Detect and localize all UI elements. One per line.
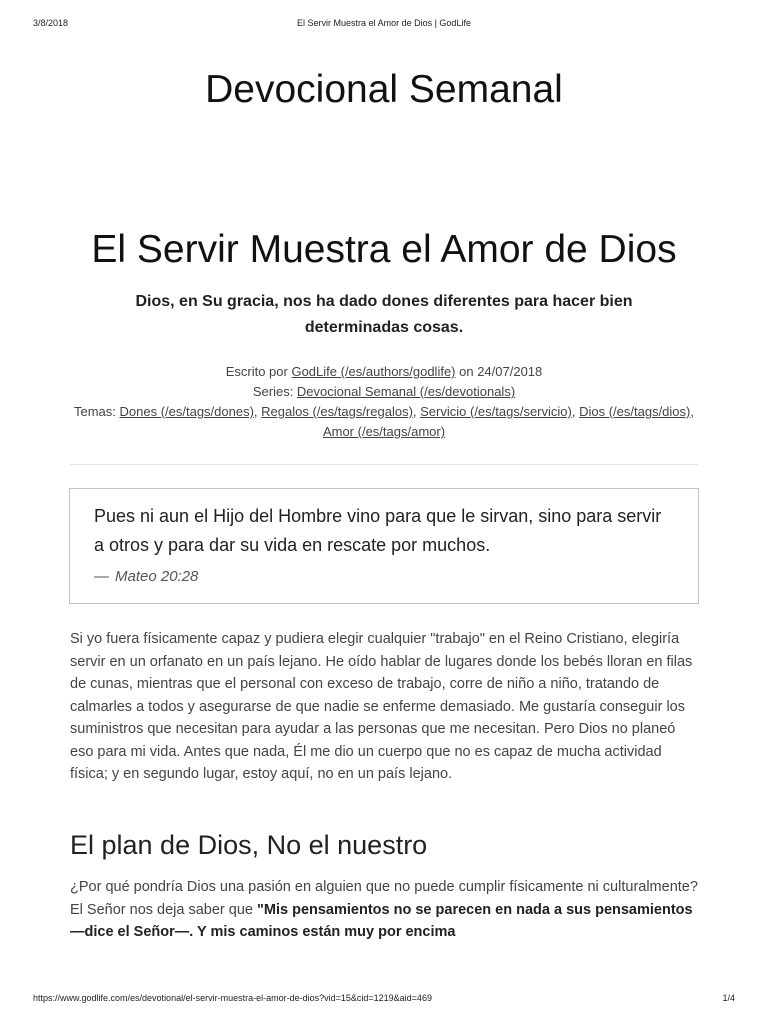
citation-reference: Mateo 20:28 <box>115 568 199 585</box>
topics-label: Temas: <box>74 404 120 419</box>
print-footer <box>33 993 735 1007</box>
topic-link-regalos[interactable]: Regalos (/es/tags/regalos) <box>261 404 413 419</box>
citation-dash: — <box>94 568 109 585</box>
topic-link-dios[interactable]: Dios (/es/tags/dios) <box>579 404 691 419</box>
page-number: 1/4 <box>722 993 735 1003</box>
quote-text: Pues ni aun el Hijo del Hombre vino para que le sirvan, sino para servir a otros y para dar su vida en rescate por muchos. <box>94 506 662 555</box>
article-title: El Servir Muestra el Amor de Dios <box>91 228 677 271</box>
paragraph-2-bold-quote: "Mis pensamientos no se parecen en nada a sus pensamientos —dice el Señor—. Y mis caminos están muy por encima <box>70 901 693 940</box>
body-paragraph: Si yo fuera físicamente capaz y pudiera elegir cualquier "trabajo" en el Reino Cristiano, elegiría servir en un orfanato en un país lejano. He oído hablar de lugares donde los bebés lloran en filas de cunas, mientras que el personal con exceso de trabajo, corre de niño a niño, tratando de calmarles a todos y asegurarse de que nadie se enferme demasiado. Me gustaría conseguir los suministros que necesitan para ayudar a las personas que me necesitan. Pero Dios no planeó eso para mi vida. Antes que nada, Él me dio un cuerpo que no es capaz de mucha actividad física; y en segundo lugar, estoy aquí, no en un país lejano. <box>70 631 693 782</box>
print-header <box>33 18 735 32</box>
article-meta <box>70 362 698 442</box>
written-by-label: Escrito por <box>225 364 292 379</box>
print-page-title: El Servir Muestra el Amor de Dios | GodLife <box>297 18 471 28</box>
paragraph-2-text: ¿Por qué pondría Dios una pasión en alguien que no puede cumplir físicamente ni culturalmente? El Señor nos deja saber que <box>70 879 698 918</box>
topics-line: Temas: Dones (/es/tags/dones), Regalos (/es/tags/regalos), Servicio (/es/tags/servicio), Dios (/es/tags/dios), Amor (/es/tags/amor) <box>74 404 694 439</box>
series-line <box>70 382 698 402</box>
quote-citation <box>94 568 674 585</box>
author-link[interactable]: GodLife (/es/authors/godlife) <box>291 364 456 379</box>
article-subtitle: Dios, en Su gracia, nos ha dado dones diferentes para hacer bien determinadas cosas. <box>135 293 633 336</box>
print-date: 3/8/2018 <box>33 18 69 28</box>
scripture-quote <box>69 488 699 604</box>
print-url: https://www.godlife.com/es/devotional/el-servir-muestra-el-amor-de-dios?vid=15&cid=1219&aid=469 <box>33 993 432 1003</box>
topic-link-dones[interactable]: Dones (/es/tags/dones) <box>119 404 254 419</box>
publish-date: 24/07/2018 <box>477 364 543 379</box>
body-paragraph-2 <box>70 876 698 944</box>
topic-link-servicio[interactable]: Servicio (/es/tags/servicio) <box>420 404 572 419</box>
section-heading: El plan de Dios, No el nuestro <box>70 830 428 860</box>
date-prefix: on <box>455 364 478 379</box>
meta-divider <box>70 464 698 465</box>
series-link[interactable]: Devocional Semanal (/es/devotionals) <box>296 384 516 399</box>
author-line <box>70 362 698 382</box>
topic-link-amor[interactable]: Amor (/es/tags/amor) <box>322 424 446 439</box>
site-title: Devocional Semanal <box>205 68 563 111</box>
series-label: Series: <box>252 384 297 399</box>
